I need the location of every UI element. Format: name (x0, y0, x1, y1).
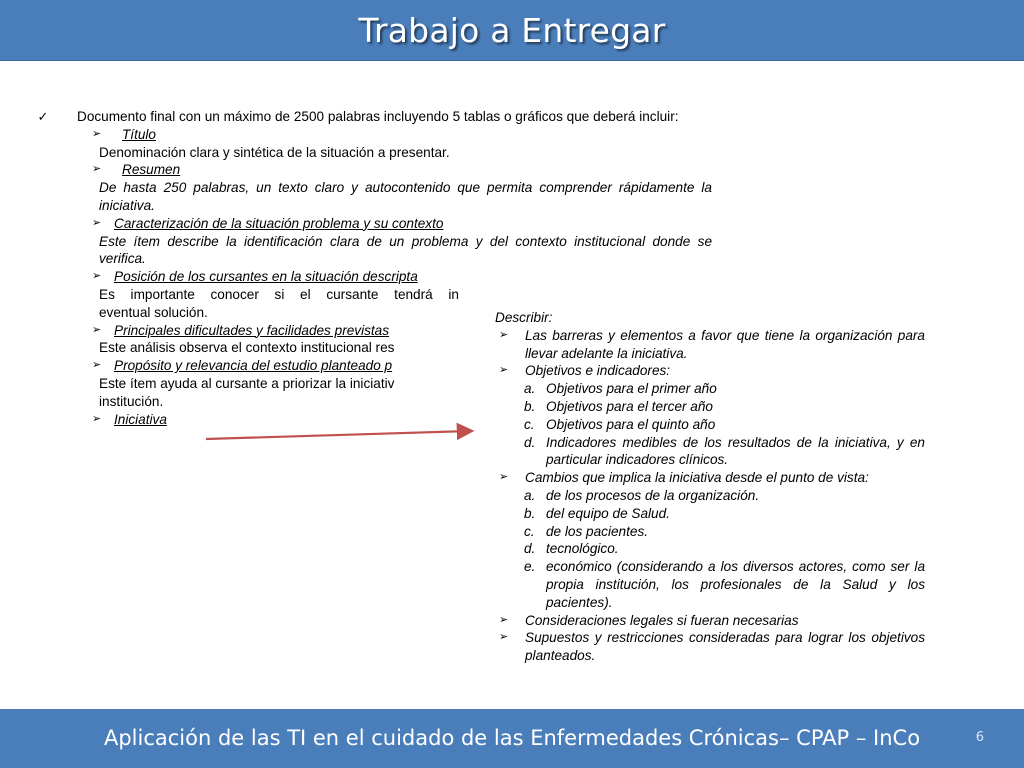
item-text: Cambios que implica la iniciativa desde el punto de vista: (525, 470, 869, 486)
item-body: Este análisis observa el contexto institucional res (99, 340, 395, 356)
list-item-caracterizacion (36, 215, 712, 233)
arrow-bullet-icon: ➢ (92, 323, 102, 336)
arrow-bullet-icon: ➢ (92, 127, 102, 140)
item-body: Denominación clara y sintética de la situación a presentar. (99, 144, 450, 160)
item-body: Este ítem ayuda al cursante a priorizar la iniciativ (99, 375, 395, 391)
sub-item: c. de los pacientes. (524, 523, 649, 539)
describir-title: Describir: (495, 310, 553, 325)
item-text: Supuestos y restricciones consideradas para lograr los objetivos planteados. (525, 630, 925, 664)
arrow-bullet-icon: ➢ (499, 471, 509, 484)
item-heading: Resumen (122, 162, 181, 178)
arrow-bullet-icon: ➢ (499, 364, 509, 377)
item-body: De hasta 250 palabras, un texto claro y autocontenido que permita comprender rápidamente la iniciativa. (99, 180, 712, 213)
arrow-bullet-icon: ➢ (499, 631, 509, 644)
item-body: Este ítem describe la identificación clara de un problema y del contexto institucional donde se verifica. (99, 233, 712, 267)
page-number: 6 (975, 730, 984, 745)
item-heading: Título (122, 126, 156, 142)
sub-item: b. del equipo de Salud. (524, 505, 670, 521)
list-item-objetivos (495, 362, 925, 380)
describir-box (495, 309, 925, 665)
arrow-bullet-icon: ➢ (92, 163, 102, 176)
slide-footer (0, 709, 1024, 768)
list-item-cambios (495, 469, 925, 487)
item-text: Las barreras y elementos a favor que tiene la organización para llevar adelante la iniciativa. (525, 327, 925, 361)
arrow-bullet-icon: ➢ (92, 412, 102, 425)
arrow-bullet-icon: ➢ (92, 216, 102, 229)
item-body: Es importante conocer si el cursante tendrá in (99, 286, 459, 302)
arrow-bullet-icon: ➢ (92, 359, 102, 372)
item-heading: Propósito y relevancia del estudio planteado p (114, 358, 393, 374)
sub-item: a. Objetivos para el primer año (524, 381, 717, 397)
item-body-cont: eventual solución. (99, 304, 208, 320)
sub-item: d. tecnológico. (524, 541, 619, 557)
list-item-titulo (36, 126, 712, 144)
intro-text: Documento final con un máximo de 2500 palabras incluyendo 5 tablas o gráficos que deberá incluir: (77, 109, 679, 124)
list-item-resumen (36, 161, 712, 179)
slide-title: Trabajo a Entregar (358, 10, 666, 50)
list-item-posicion (36, 268, 712, 286)
sub-item: b. Objetivos para el tercer año (524, 398, 713, 414)
item-text: Objetivos e indicadores: (525, 363, 671, 379)
list-item-legales (495, 612, 925, 630)
list-item-barreras (495, 327, 925, 363)
arrow-bullet-icon: ➢ (92, 270, 102, 283)
sub-item: e. económico (considerando a los diversos actores, como ser la propia institución, los profesionales de la Salud y los pacientes). (524, 559, 925, 610)
slide-header (0, 0, 1024, 61)
sub-item: d. Indicadores medibles de los resultados de la iniciativa, y en particular indicadores clínicos. (524, 434, 925, 468)
list-item-supuestos (495, 629, 925, 665)
item-text: Consideraciones legales si fueran necesarias (525, 612, 799, 628)
intro-item (36, 108, 712, 126)
footer-text: Aplicación de las TI en el cuidado de las Enfermedades Crónicas– CPAP – InCo (103, 726, 921, 750)
arrow-bullet-icon: ➢ (499, 328, 509, 341)
arrow-bullet-icon: ➢ (499, 613, 509, 626)
item-heading: Posición de los cursantes en la situación descripta (114, 269, 418, 285)
check-icon: ✓ (37, 109, 49, 124)
item-heading: Caracterización de la situación problema y su contexto (114, 215, 444, 231)
item-heading: Principales dificultades y facilidades previstas (114, 322, 390, 338)
item-heading: Iniciativa (114, 411, 167, 427)
sub-item: a. de los procesos de la organización. (524, 487, 760, 503)
item-body-cont: institución. (99, 393, 164, 409)
sub-item: c. Objetivos para el quinto año (524, 416, 716, 432)
